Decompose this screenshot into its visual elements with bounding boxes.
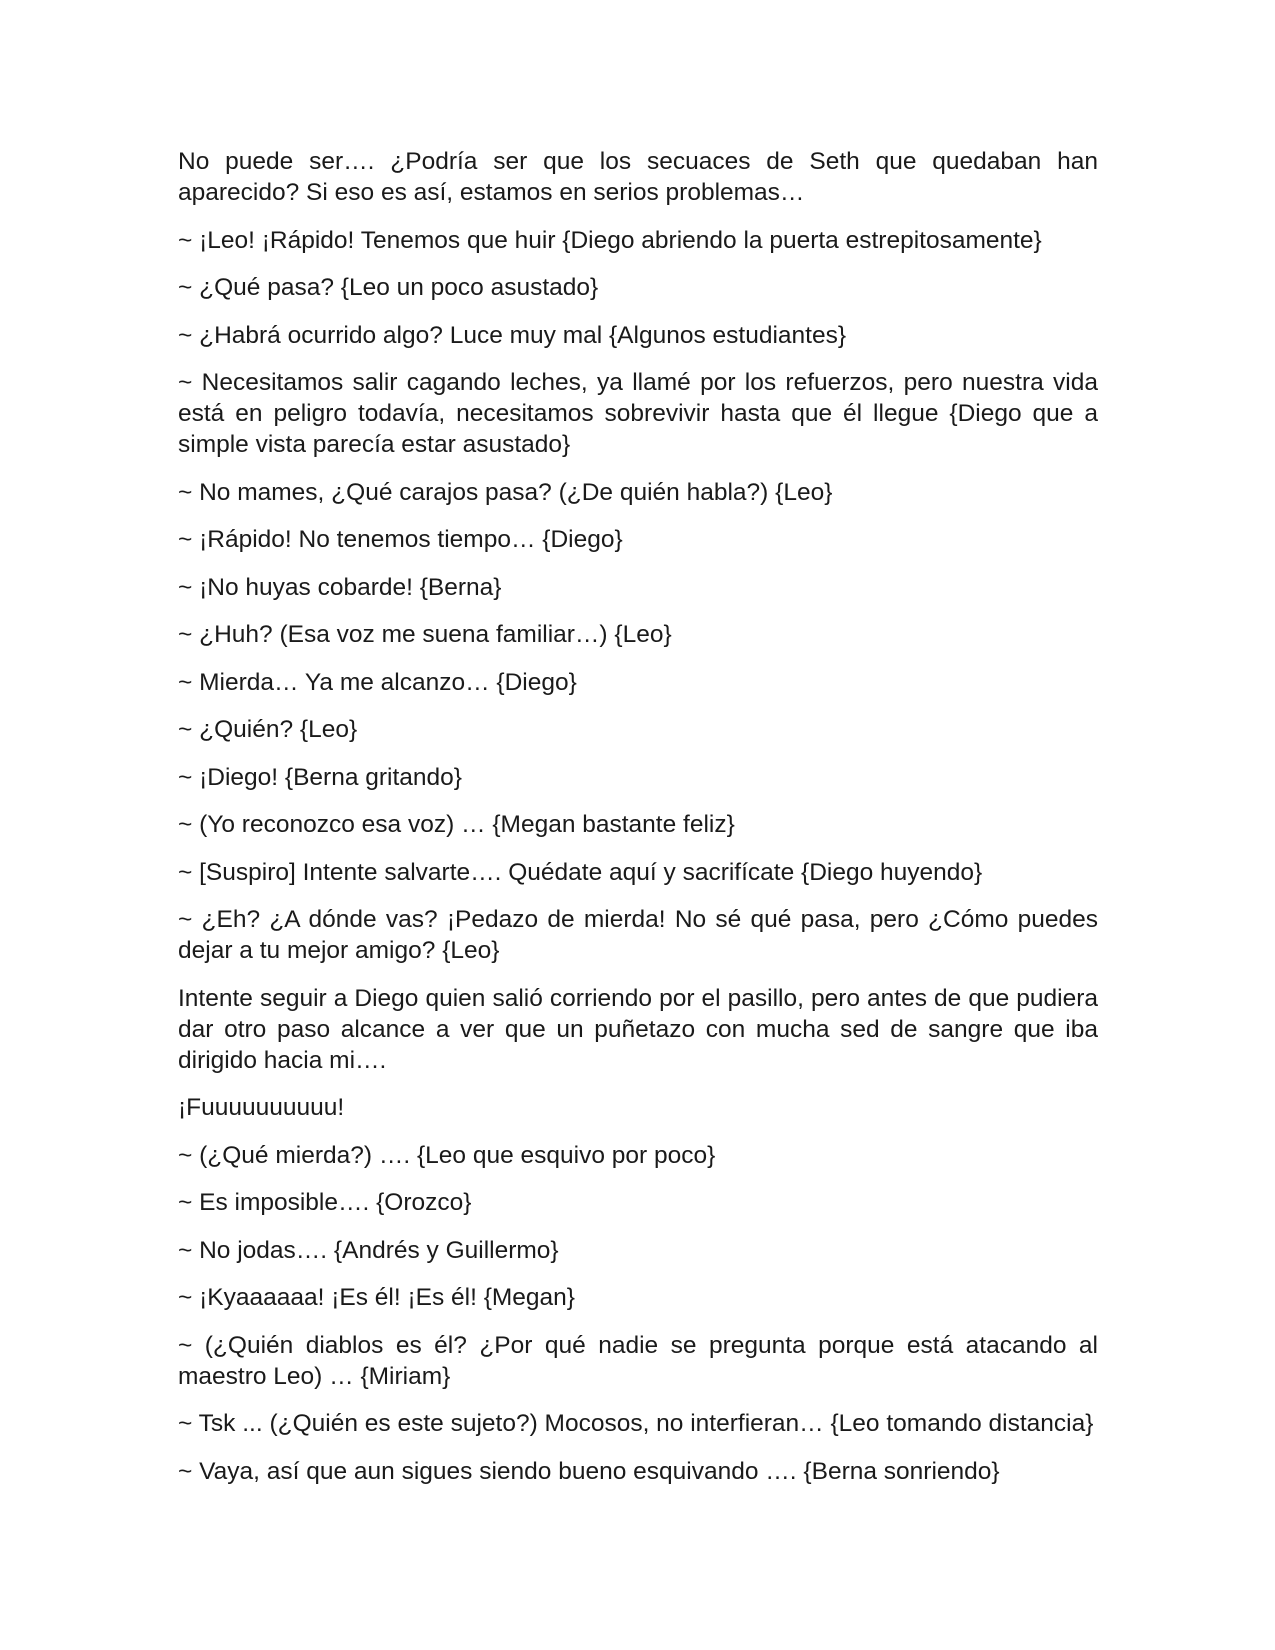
- dialogue-line: ~ Mierda… Ya me alcanzo… {Diego}: [178, 668, 577, 696]
- dialogue-line: ~ ¿Qué pasa? {Leo un poco asustado}: [178, 274, 599, 301]
- dialogue-line: ~ ¡Diego! {Berna gritando}: [178, 763, 462, 791]
- dialogue-line: ~ ¡No huyas cobarde! {Berna}: [178, 573, 502, 601]
- body-text: [178, 146, 1098, 1503]
- dialogue-line: ~ No mames, ¿Qué carajos pasa? (¿De quién habla?) {Leo}: [178, 478, 833, 506]
- dialogue-line: ~ ¿Habrá ocurrido algo? Luce muy mal {Algunos estudiantes}: [178, 321, 847, 349]
- dialogue-line: ~ Tsk ... (¿Quién es este sujeto?) Mocosos, no interfieran… {Leo tomando distancia}: [178, 1410, 1094, 1437]
- dialogue-line: ~ (Yo reconozco esa voz) … {Megan bastante feliz}: [178, 811, 735, 838]
- dialogue-line: ~ ¡Leo! ¡Rápido! Tenemos que huir {Diego abriendo la puerta estrepitosamente}: [178, 226, 1042, 254]
- dialogue-line: ~ (¿Quién diablos es él? ¿Por qué nadie se pregunta porque está atacando al maestro Leo) … {Miriam}: [178, 1331, 1098, 1390]
- dialogue-line: ~ ¿Huh? (Esa voz me suena familiar…) {Leo}: [178, 621, 672, 648]
- sound-effect-line: ¡Fuuuuuuuuuu!: [178, 1094, 345, 1121]
- dialogue-line: ~ ¡Rápido! No tenemos tiempo… {Diego}: [178, 526, 623, 553]
- dialogue-line: ~ Necesitamos salir cagando leches, ya llamé por los refuerzos, pero nuestra vida está en peligro todavía, necesitamos sobrevivir hasta que él llegue {Diego que a simple vista parecía estar asustado}: [178, 369, 1098, 458]
- dialogue-line: ~ Vaya, así que aun sigues siendo bueno esquivando …. {Berna sonriendo}: [178, 1457, 1000, 1485]
- dialogue-line: ~ (¿Qué mierda?) …. {Leo que esquivo por poco}: [178, 1141, 716, 1169]
- dialogue-line: ~ [Suspiro] Intente salvarte…. Quédate aquí y sacrifícate {Diego huyendo}: [178, 858, 983, 886]
- dialogue-line: ~ ¿Eh? ¿A dónde vas? ¡Pedazo de mierda! No sé qué pasa, pero ¿Cómo puedes dejar a tu mejor amigo? {Leo}: [178, 906, 1098, 964]
- dialogue-line: ~ ¡Kyaaaaaa! ¡Es él! ¡Es él! {Megan}: [178, 1284, 575, 1311]
- dialogue-line: ~ ¿Quién? {Leo}: [178, 716, 358, 743]
- dialogue-line: ~ Es imposible…. {Orozco}: [178, 1189, 472, 1216]
- paragraph-narration-1: No puede ser…. ¿Podría ser que los secuaces de Seth que quedaban han aparecido? Si eso es así, estamos en serios problemas…: [178, 148, 1098, 206]
- paragraph-narration-2: Intente seguir a Diego quien salió corriendo por el pasillo, pero antes de que pudiera dar otro paso alcance a ver que un puñetazo con mucha sed de sangre que iba dirigido hacia mi….: [178, 984, 1098, 1074]
- dialogue-line: ~ No jodas…. {Andrés y Guillermo}: [178, 1236, 559, 1264]
